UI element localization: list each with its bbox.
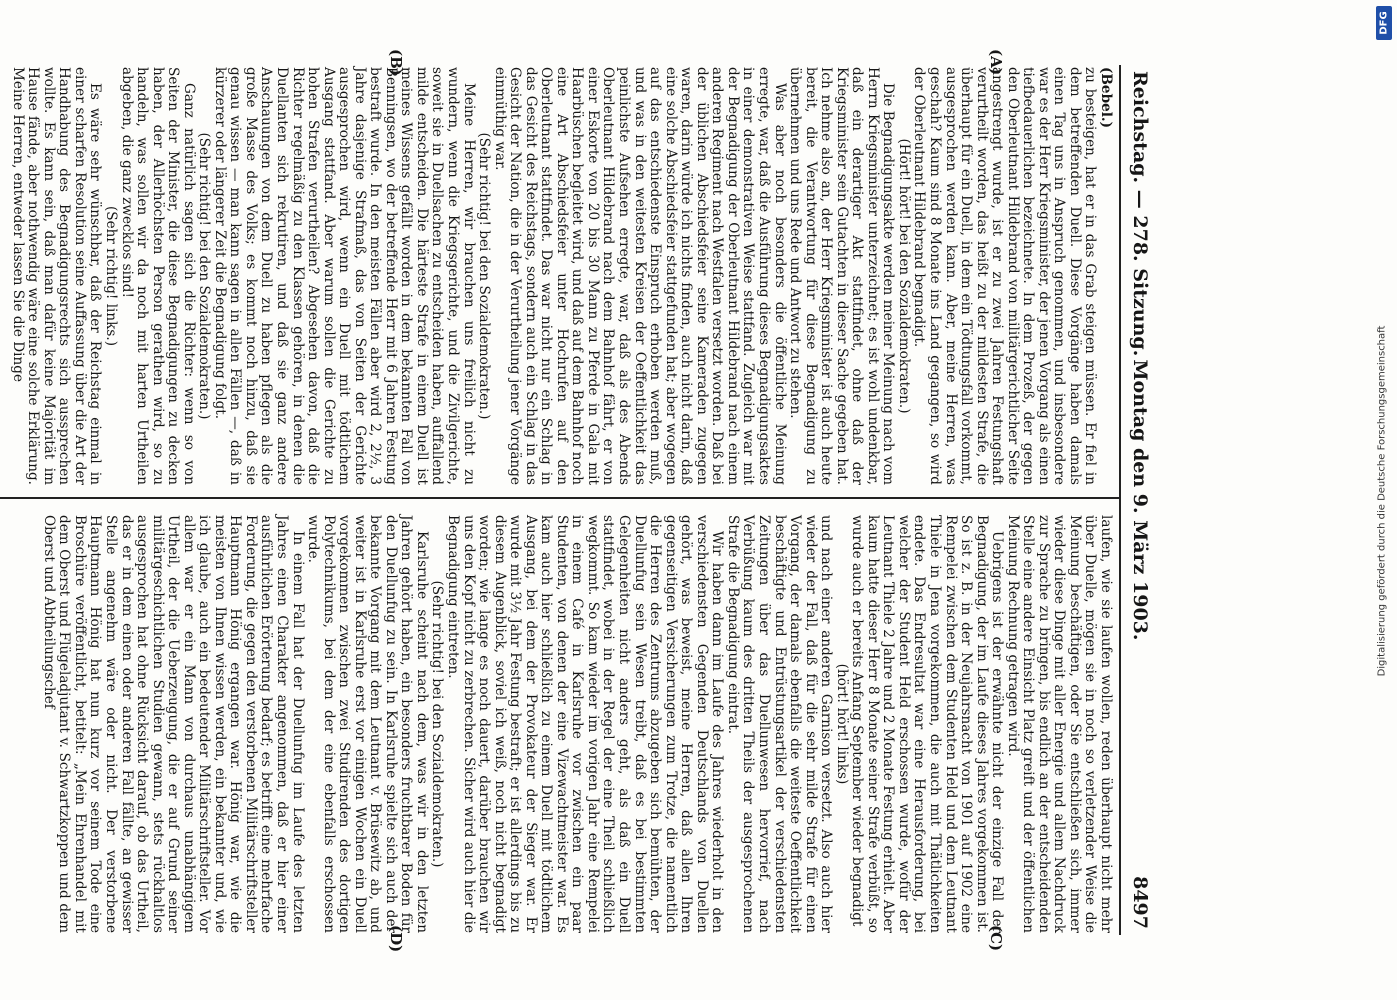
interjection: (Hört! hört! bei den Sozialdemokraten.) — [895, 138, 912, 414]
paragraph: Meine Herren, wir brauchen uns freilich nicht zu wundern, wenn die Kriegsgerichte, und die Zivilgerichte, soweit sie in Duellsachen zu entscheiden haben, auffallend milde entscheiden. Die härteste Strafe in einem Duell ist meines Wissens gefällt worden in dem bekannten Fall von Benningsen, wo der betreffende Herr mit 6 Jahren Festung bestraft wurde. In den meisten Fällen aber wird 2, 2½, 3 Jahre dasjenige Strafmaß, das von Seiten der Gerichte ausgesprochen wird, wenn ein Duell mit tödtlichem Ausgang stattfand. Aber warum sollen die Gerichte zu hohen Strafen verurtheilen? Abgesehen davon, daß die Richter regelmäßig zu den Klassen gehören, in denen die Duellanten sich rekrutiren, und daß sie ganz andere Anschauungen von dem Duell zu haben pflegen als die große Masse des Volks; es kommt noch hinzu, daß sie genau wissen — man kann sagen in allen Fällen —, daß in kürzerer oder längerer Zeit die Begnadigung folgt. — [211, 67, 477, 485]
interjection: (Sehr richtig! bei den Sozialdemokraten.) — [196, 132, 213, 420]
paragraph: und nach einer anderen Garnison versetzt. Also auch hier wieder der Fall, daß für die sehr milde Strafe für einen Vorgang, der damals ebenfalls die weiteste Oeffentlichkeit beschäftigte und Entrüstungsartikel der verschiedensten Zeitungen über das Duellunwesen hervorrief, nach Verbüßung kaum des dritten Theils der ausgesprochenen Strafe die Begnadigung eintrat. — [724, 515, 835, 933]
paragraph: Die Begnadigungsakte werden meiner Meinung nach vom Herrn Kriegsminister unterzeichnet; es ist wohl undenkbar, daß ein derartiger Akt stattfindet, ohne daß der Kriegsminister sein Gutachten in dieser Sache gegeben hat. Ich nehme also an, der Herr Kriegsminister ist auch heute bereit, die Verantwortung für diese Begnadigung zu übernehmen und uns Rede und Antwort zu stehen. — [787, 67, 897, 485]
paragraph: Es wäre sehr wünschbar, daß der Reichstag einmal in einer scharfen Resolution seine Auffassung über die Art der Handhabung des Begnadigungsrechts sich aussprechen wollte. Es kann sein, daß man dafür keine Majorität im Hause fände, aber nothwendig wäre eine solche Erklärung. Meine Herren, entweder lassen Sie die Dinge — [9, 67, 104, 485]
header-date: Montag den 9. März 1903. — [1129, 359, 1151, 641]
speaker-label: (Bebel.) — [1098, 67, 1114, 129]
page-number: 8497 — [1129, 876, 1151, 929]
paragraph: Karlsruhe scheint nach dem, was wir in den letzten Jahren gehört haben, ein besonders fruchtbarer Boden für den Duellunfug zu sein. In Karlsruhe spielte sich auch der bekannte Vorgang mit dem Leutnant v. Brüsewitz ab, und weiter ist in Karlsruhe erst vor einigen Wochen ein Duell vorgekommen zwischen zwei Studirenden des dortigen Polytechnikums, bei dem der eine ebenfalls erschossen wurde. — [305, 515, 430, 933]
header-rule — [1119, 65, 1121, 935]
interjection: (Sehr richtig! links.) — [103, 205, 119, 347]
left-column — [9, 67, 1113, 485]
interjection: (hört! hört! links) — [833, 663, 850, 785]
right-column — [40, 515, 1113, 933]
paragraph: Was aber noch besonders die öffentliche Meinung erregte, war, daß die Ausführung dieses Begnadigungsaktes in einer demonstrativen Weise stattfand. Zugleich war mit der Begnadigung der Oberleutnant Hildebrand nach einem anderen Regiment nach Westfalen versetzt worden. Daß bei der üblichen Abschiedsfeier seine Kameraden zugegen waren, darin würde ich nichts finden, auch nicht darin, daß eine solche Abschiedsfeier stattgefunden hat; aber wogegen auf das entschiedenste Einspruch erhoben werden muß, und was in den weitesten Kreisen der Oeffentlichkeit das peinlichste Aufsehen erregte, war, daß als des Abends Oberleutnant Hildebrand nach dem Bahnhof fährt, er von einer Eskorte von 20 bis 30 Mann zu Pferde in Gala mit Haarbüschen begleitet wird, und daß auf dem Bahnhof noch eine Art Abschiedsfeier unter Hochrufen auf den Oberleutnant stattfindet. Das war nicht nur ein Schlag in das Gesicht des Reichstags, sondern auch ein Schlag in das Gesicht der Nation, die in der Verurtheilung jener Vorgänge einmüthig war. — [491, 67, 788, 485]
newspaper-page — [0, 45, 1165, 955]
logo-text: DFG — [1378, 11, 1390, 35]
margin-marker-b: (B) — [387, 49, 405, 76]
credit-text: Digitalisierung gefördert durch die Deutsche Forschungsgemeinschaft — [1376, 325, 1388, 676]
paragraph: In einem Fall hat der Duellunfug im Laufe des letzten Jahres einen Charakter angenommen, daß er hier einer ausführlichen Erörterung bedarf; es betrifft eine mehrfache Forderung, die gegen den verstorbenen Militärschriftsteller Hauptmann Hönig ergangen war. Hönig war, wie die meisten von Ihnen wissen werden, ein bekannter und, wie ich glaube, auch ein bedeutender Militärschriftsteller. Vor allem war er ein Mann von durchaus unabhängigem Urtheil, der die Ueberzeugung, die er auf Grund seiner militärgeschichtlichen Studien gewann, stets rückhaltlos ausgesprochen hat ohne Rücksicht darauf, ob das Urtheil, das er in dem einen oder anderen Fall fällte, an gewisser Stelle angenehm wäre oder nicht. Der verstorbene Hauptmann Hönig hat nun kurz vor seinem Tode eine Broschüre veröffentlicht, betitelt: „Mein Ehrenhandel mit dem Oberst und Flügeladjutant v. Schwartzkoppen und dem Oberst und Abtheilungschef — [40, 515, 306, 933]
paragraph: Uebrigens ist der erwähnte nicht der einzige Fall der Begnadigung, der im Laufe dieses Jahres vorgekommen ist. So ist z. B. in der Neujahrsnacht von 1901 auf 1902 eine Rempelei zwischen dem Studenten Held und dem Leutnant Thiele in Jena vorgekommen, die auch mit Thätlichkeiten endete. Das Endresultat war eine Herausforderung, bei welcher der Student Held erschossen wurde, wofür der Leutnant Thiele 2 Jahre und 2 Monate Festung erhielt. Aber kaum hatte dieser Herr 8 Monate seiner Strafe verbüßt, so wurde auch er bereits Anfang September wieder begnadigt — [849, 515, 1006, 933]
margin-marker-a: (A) — [987, 49, 1005, 75]
column-rule — [0, 497, 1119, 499]
paragraph: Ganz natürlich sagen sich die Richter: wenn so von Seiten der Minister, die diese Begnadigungen zu decken haben, der Allerhöchsten Person gerathen wird, so zu handeln, was sollen wir da noch mit harten Urtheilen abgeben, die ganz zwecklos sind! — [118, 67, 197, 485]
header-section: Reichstag. — 278. Sitzung. — [1129, 71, 1151, 357]
paragraph: laufen, wie sie laufen wollen, reden überhaupt nicht mehr über Duelle, mögen sie in noch so verletzender Weise die Meinung beschäftigen, oder Sie entschließen sich, immer wieder diese Dinge mit aller Energie und allem Nachdruck zur Sprache zu bringen, bis endlich an der entscheidenden Stelle eine andere Einsicht Platz greift und der öffentlichen Meinung Rechnung getragen wird. — [1004, 515, 1114, 933]
paragraph: Wir haben dann im Laufe des Jahres wiederholt in den verschiedensten Gegenden Deutschlands von Duellen gehört, was beweist, meine Herren, daß allen Ihren gegenseitigen Versicherungen zum Trotze, die namentlich die Herren des Zentrums abzugeben sich bemühten, der Duellunfug sein Wesen treibt, daß es bei bestimmten Gelegenheiten nicht anders geht, als daß ein Duell stattfindet, wobei in der Regel der eine Theil schließlich wegkommt. So kam wieder im vorigen Jahr eine Rempelei in einem Café in Karlsruhe vor zwischen ein paar Studenten, von denen der eine Vizewachtmeister war. Es kam auch hier schließlich zu einem Duell mit tödtlichem Ausgang, bei dem der Provokateur der Sieger war. Er wurde mit 3½ Jahr Festung bestraft; er ist allerdings bis zu diesem Augenblick, soviel ich weiß, noch nicht begnadigt worden; wie lange es noch dauert, darüber brauchen wir uns den Kopf nicht zu zerbrechen. Sicher wird auch hier die Begnadigung eintreten. — [445, 515, 726, 933]
interjection: (Sehr richtig! bei den Sozialdemokraten.) — [429, 580, 446, 868]
margin-marker-d: (D) — [387, 925, 405, 953]
running-header — [1125, 71, 1151, 929]
digitization-credit — [1371, 4, 1393, 997]
margin-marker-c: (C) — [987, 925, 1005, 952]
interjection: (Sehr richtig! bei den Sozialdemokraten.) — [476, 132, 493, 420]
paragraph: zu besteigen, hat er in das Grab steigen müssen. Er fiel in dem betreffenden Duell. Diese Vorgänge haben damals einen Tag uns in Anspruch genommen, und insbesondere war es der Herr Kriegsminister, der jenen Vorgang als einen tiefbedauerlichen bezeichnete. In dem Prozeß, der gegen den Oberleutnant Hildebrand von militärgerichtlicher Seite angestrengt wurde, ist er zu zwei Jahren Festungshaft verurtheilt worden, das heißt zu der mildesten Strafe, die überhaupt für ein Duell, in dem ein Tödtungsfall vorkommt, ausgesprochen werden kann. Aber, meine Herren, was geschah? Kaum sind 8 Monate ins Land gegangen, so wird der Oberleutnant Hildebrand begnadigt. — [911, 67, 1099, 485]
